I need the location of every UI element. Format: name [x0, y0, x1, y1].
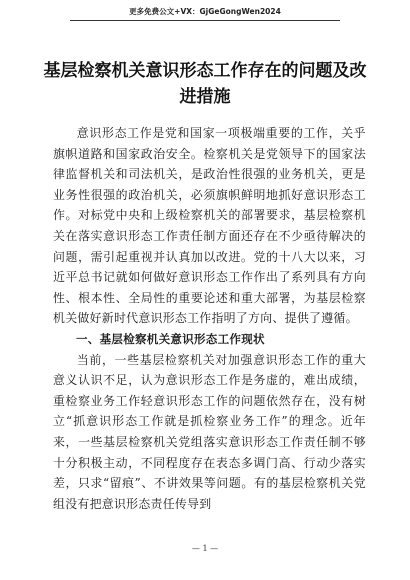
section-heading: 一、基层检察机关意识形态工作现状 — [76, 331, 265, 346]
document-body — [53, 123, 366, 514]
intro-paragraph: 意识形态工作是党和国家一项极端重要的工作，关乎旗帜道路和国家政治安全。检察机关是党领导下的国家法律监督机关和司法机关，是政治性很强的业务机关，更是业务性很强的政治机关，必须旗帜鲜明地抓好意识形态工作。对标党中央和上级检察机关的部署要求，基层检察机关在落实意识形态工作责任制方面还存在不少亟待解决的问题，需引起重视并认真加以改进。党的十八大以来，习近平总书记就如何做好意识形态工作作出了系列具有方向性、根本性、全局性的重要论述和重大部署，为基层检察机关做好新时代意识形态工作指明了方向、提供了遵循。 — [53, 126, 366, 326]
section-paragraph: 当前，一些基层检察机关对加强意识形态工作的重大意义认识不足，认为意识形态工作是务虚的，难出成绩，重检察业务工作轻意识形态工作的问题依然存在，没有树立“抓意识形态工作就是抓检察业务工作”的理念。近年来，一些基层检察机关党组落实意识形态工作责任制不够十分积极主动，不同程度存在表态多调门高、行动少落实差，只求“留痕”、不讲效果等问题。有的基层检察机关党组没有把意识形态责任传导到 — [53, 352, 366, 511]
document-title: 基层检察机关意识形态工作存在的问题及改进措施 — [43, 61, 367, 107]
page-number: — 1 — — [191, 544, 219, 553]
header-divider — [70, 20, 340, 21]
page-header: 更多免费公文+VX：GjGeGongWen2024 — [129, 7, 281, 16]
